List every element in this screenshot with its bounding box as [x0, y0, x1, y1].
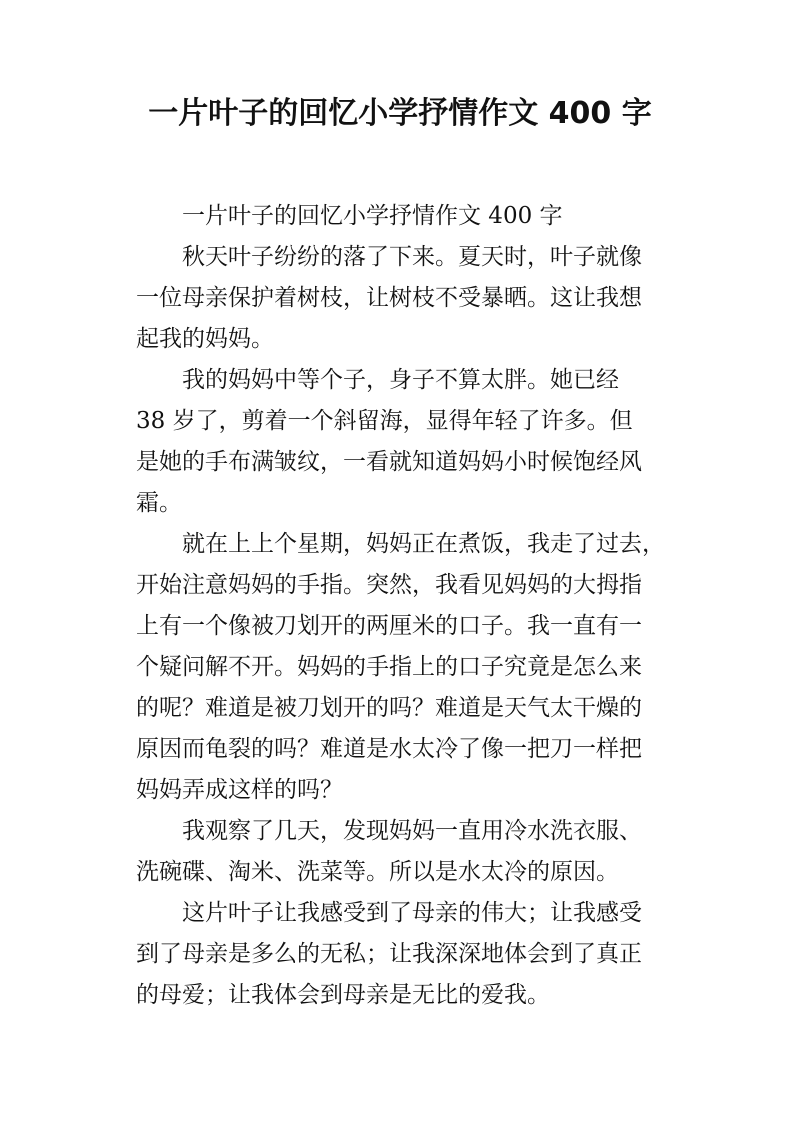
body-line: 到了母亲是多么的无私；让我深深地体会到了真正: [136, 941, 642, 967]
body-line: 这片叶子让我感受到了母亲的伟大；让我感受: [182, 900, 642, 926]
document-body: [136, 196, 668, 1016]
body-line: 起我的妈妈。: [136, 326, 274, 352]
body-line: 的母爱；让我体会到母亲是无比的爱我。: [136, 982, 550, 1008]
document-title: 一片叶子的回忆小学抒情作文 400 字: [148, 96, 652, 131]
body-line: 我观察了几天，发现妈妈一直用冷水洗衣服、: [182, 818, 642, 844]
body-line: 洗碗碟、淘米、洗菜等。所以是水太冷的原因。: [136, 859, 619, 885]
body-line: 开始注意妈妈的手指。突然，我看见妈妈的大拇指: [136, 572, 642, 598]
body-line: 秋天叶子纷纷的落了下来。夏天时，叶子就像: [182, 244, 642, 270]
body-line: 一位母亲保护着树枝，让树枝不受暴晒。这让我想: [136, 285, 642, 311]
body-line: 的呢？难道是被刀划开的吗？难道是天气太干燥的: [136, 695, 642, 721]
body-line: 就在上上个星期，妈妈正在煮饭，我走了过去，: [182, 531, 665, 557]
body-line: 我的妈妈中等个子，身子不算太胖。她已经: [182, 367, 619, 393]
body-line: 上有一个像被刀划开的两厘米的口子。我一直有一: [136, 613, 642, 639]
body-line: 38 岁了，剪着一个斜留海，显得年轻了许多。但: [136, 408, 633, 434]
body-line: 妈妈弄成这样的吗？: [136, 777, 343, 803]
body-line: 霜。: [136, 490, 182, 516]
body-line: 一片叶子的回忆小学抒情作文 400 字: [182, 203, 563, 229]
body-line: 是她的手布满皱纹，一看就知道妈妈小时候饱经风: [136, 449, 642, 475]
body-line: 原因而龟裂的吗？难道是水太冷了像一把刀一样把: [136, 736, 642, 762]
body-line: 个疑问解不开。妈妈的手指上的口子究竟是怎么来: [136, 654, 642, 680]
